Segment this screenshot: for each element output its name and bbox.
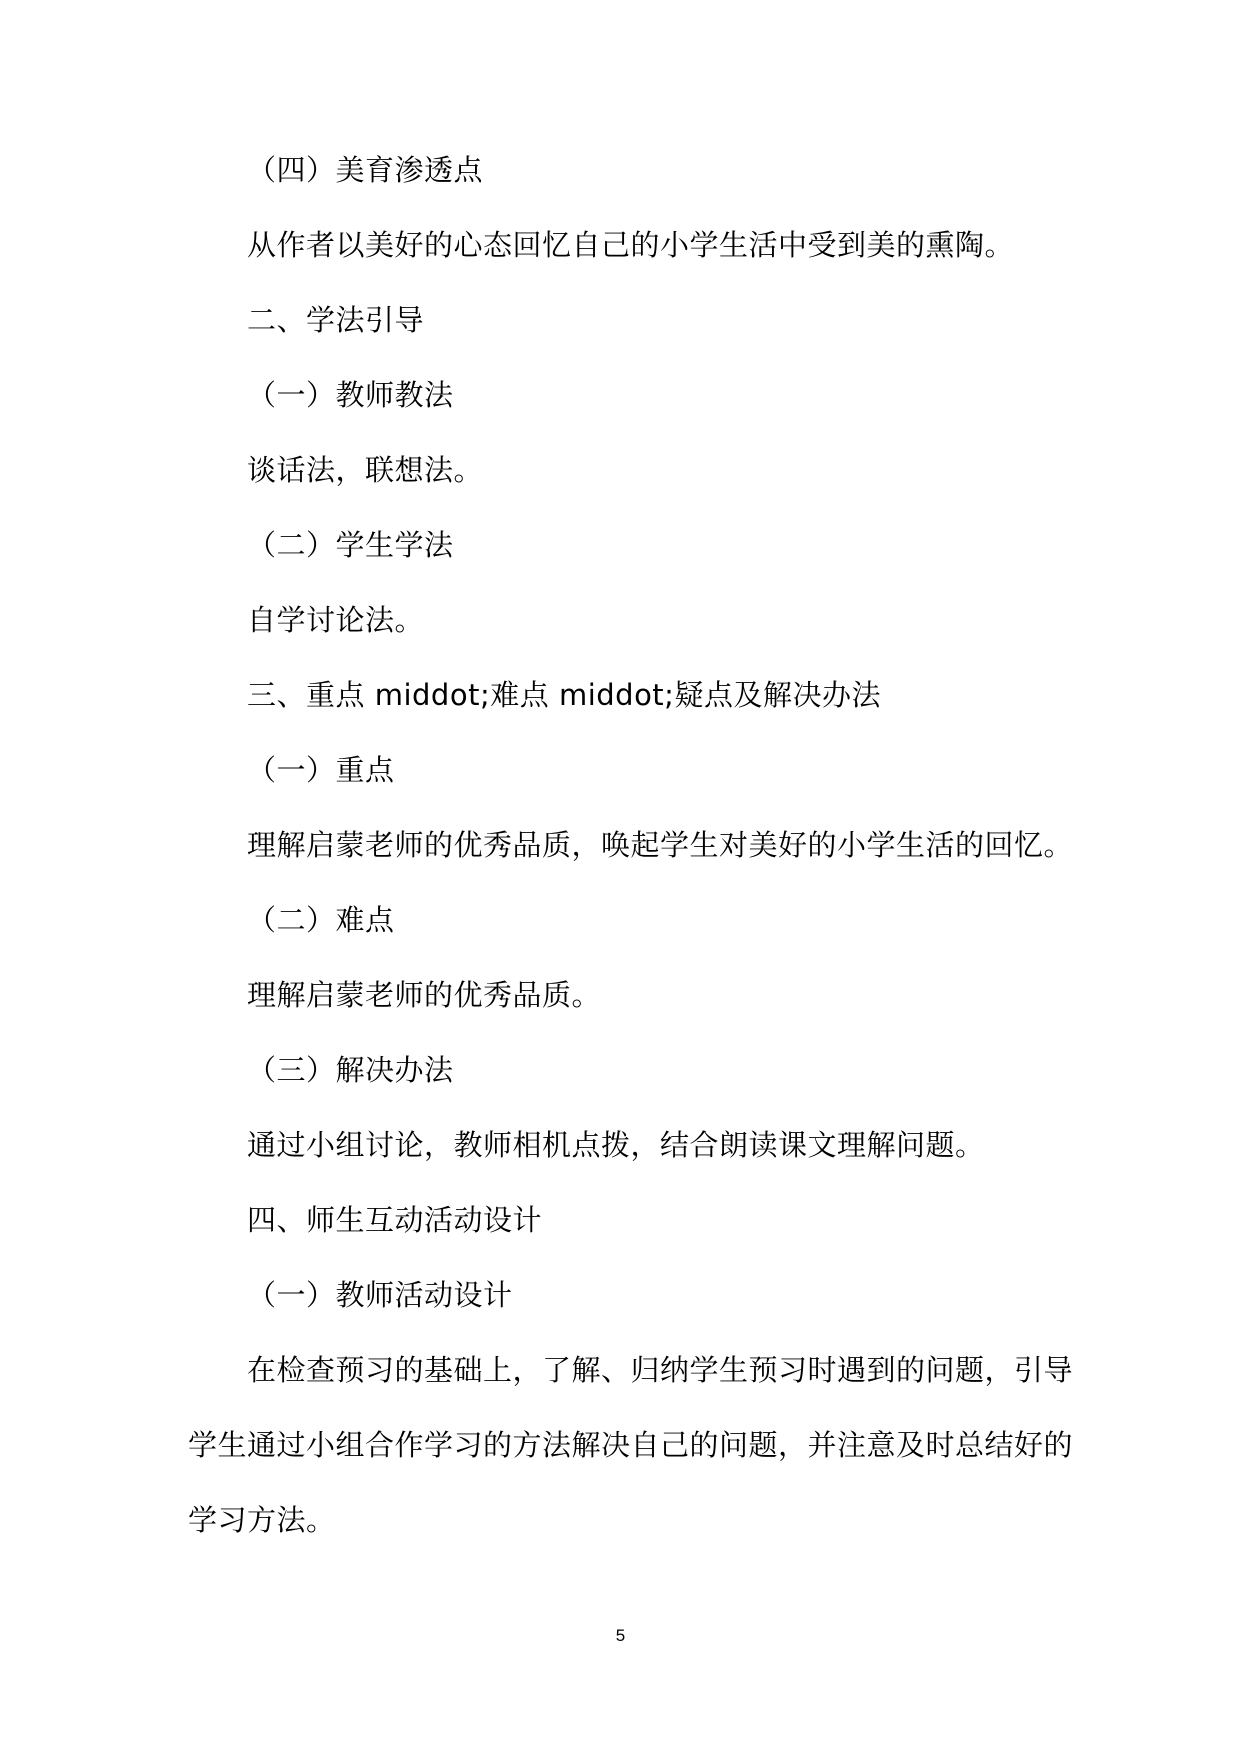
section-heading-learning-guidance: 二、学法引导 [247, 303, 425, 337]
subheading-student-method: （二）学生学法 [247, 528, 454, 562]
paragraph-teacher-activity-line-3: 学习方法。 [188, 1503, 336, 1537]
section-heading-aesthetic-education: （四）美育渗透点 [247, 153, 484, 187]
paragraph-key-point: 理解启蒙老师的优秀品质，唤起学生对美好的小学生活的回忆。 [247, 828, 1074, 862]
page-number: 5 [615, 1626, 626, 1645]
subheading-solution: （三）解决办法 [247, 1053, 454, 1087]
paragraph-student-method: 自学讨论法。 [247, 603, 425, 637]
paragraph-difficulty: 理解启蒙老师的优秀品质。 [247, 978, 602, 1012]
paragraph-teacher-method: 谈话法，联想法。 [247, 453, 484, 487]
paragraph-solution: 通过小组讨论，教师相机点拨，结合朗读课文理解问题。 [247, 1128, 985, 1162]
paragraph-teacher-activity-line-2: 学生通过小组合作学习的方法解决自己的问题，并注意及时总结好的 [188, 1428, 1074, 1462]
subheading-difficulty: （二）难点 [247, 903, 395, 937]
subheading-teacher-activity: （一）教师活动设计 [247, 1278, 513, 1312]
section-heading-key-points: 三、重点 middot;难点 middot;疑点及解决办法 [247, 678, 881, 712]
paragraph-aesthetic-education: 从作者以美好的心态回忆自己的小学生活中受到美的熏陶。 [247, 228, 1015, 262]
subheading-teacher-method: （一）教师教法 [247, 378, 454, 412]
subheading-key-point: （一）重点 [247, 753, 395, 787]
section-heading-interaction-design: 四、师生互动活动设计 [247, 1203, 543, 1237]
paragraph-teacher-activity-line-1: 在检查预习的基础上，了解、归纳学生预习时遇到的问题，引导 [247, 1353, 1074, 1387]
